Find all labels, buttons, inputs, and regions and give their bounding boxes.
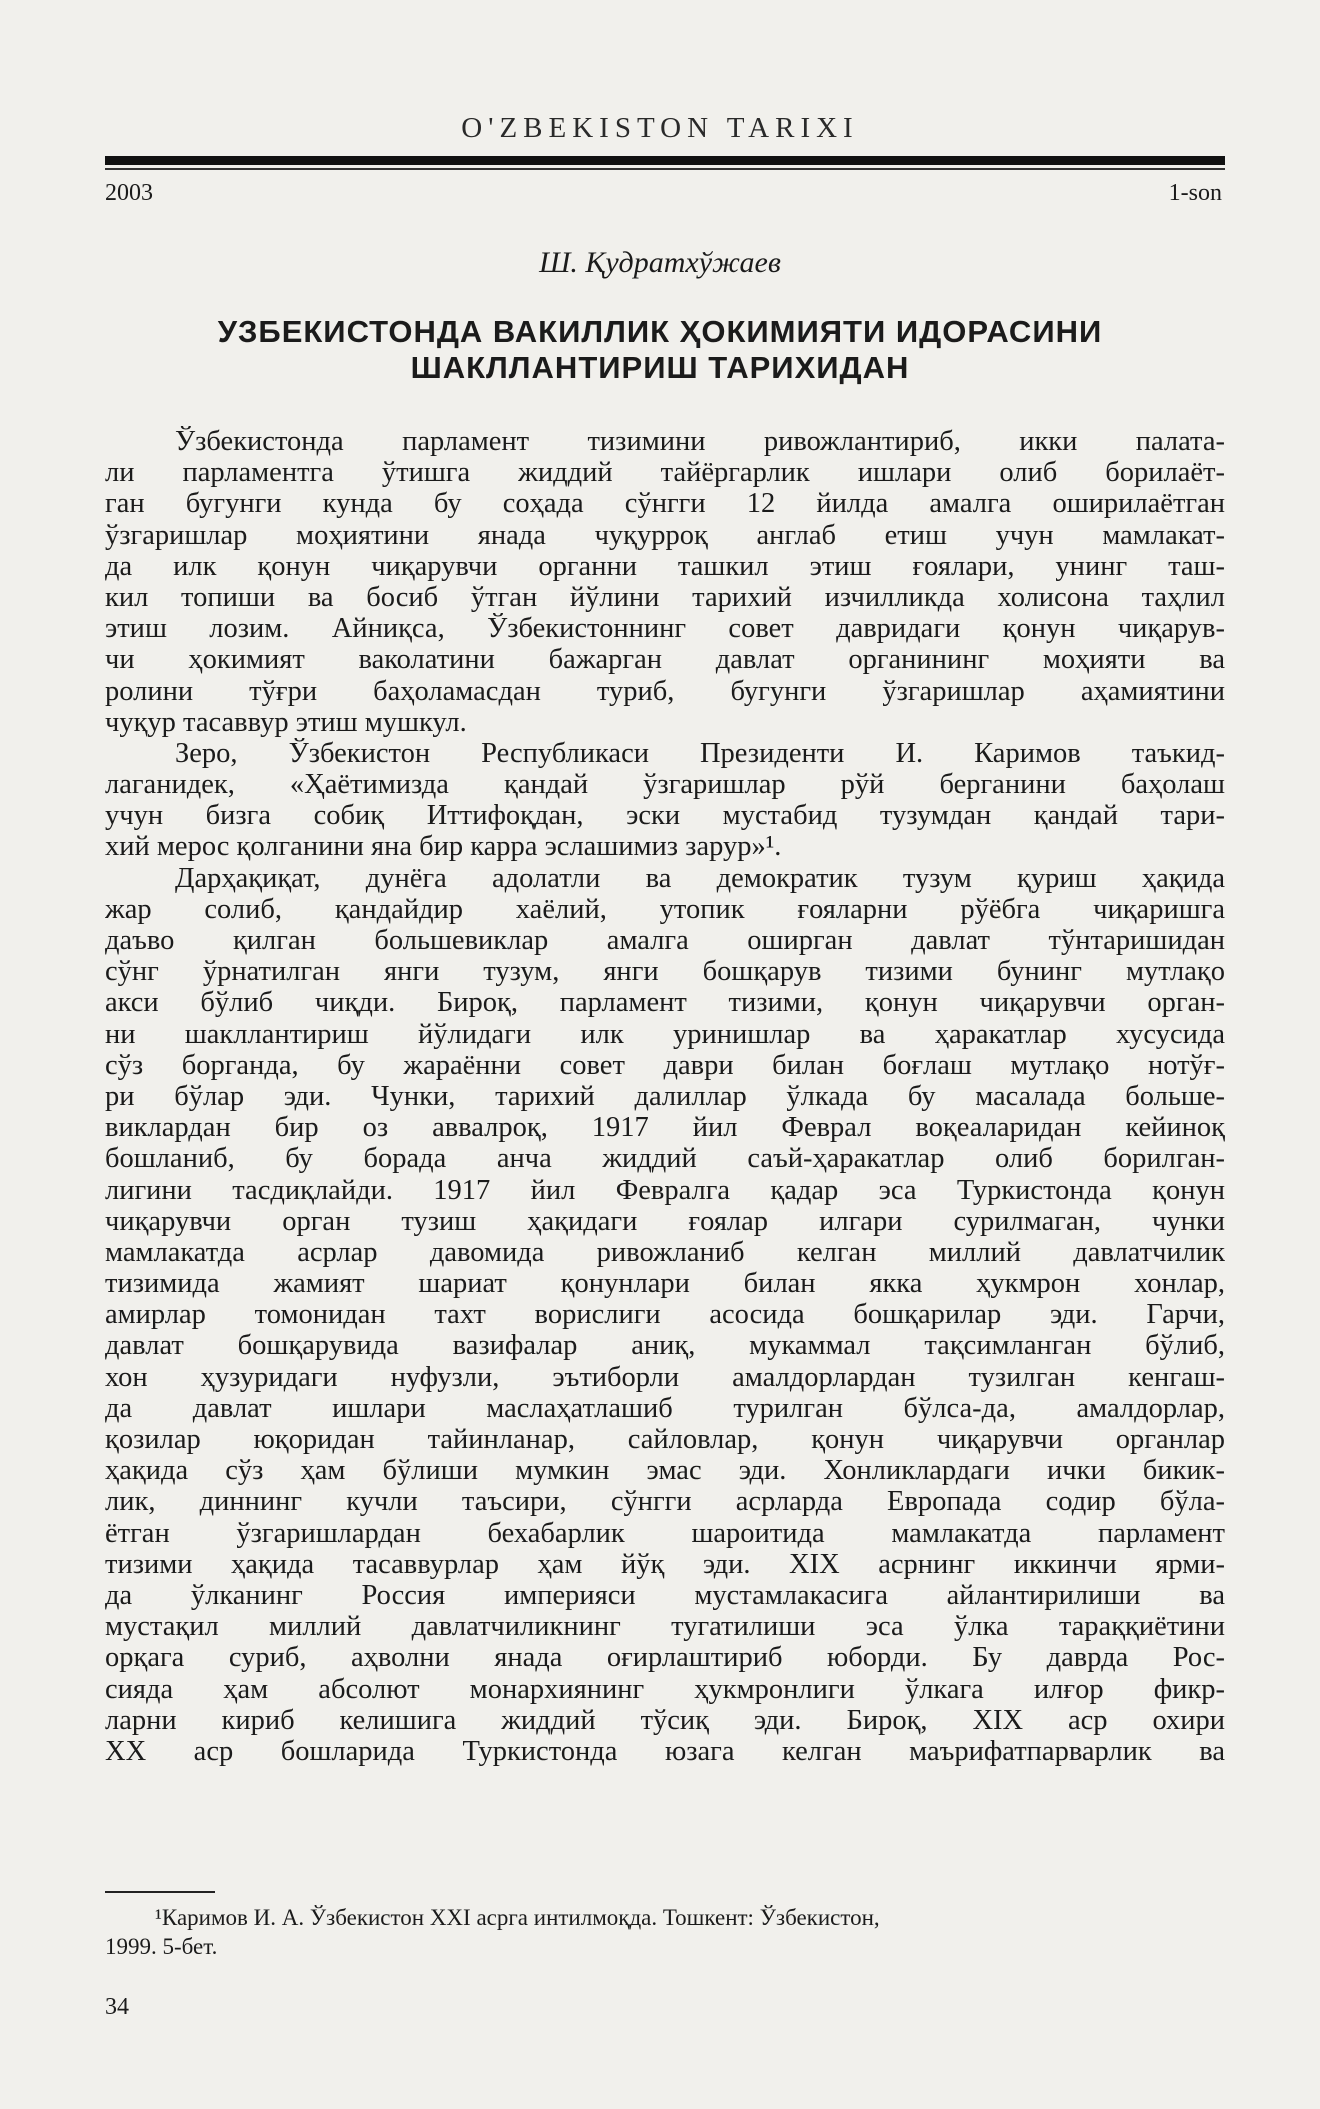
footnote-marker: ¹ [155, 1905, 162, 1930]
article-title [180, 314, 1140, 386]
body-line: XX аср бошларида Туркистонда юзага келган маърифатпарварлик ва [105, 1735, 1225, 1767]
body-line: ни шакллантириш йўлидаги илк уринишлар ва ҳаракатлар хусусида [105, 1018, 1225, 1050]
body-line: орқага суриб, аҳволни янада оғирлаштириб юборди. Бу даврда Рос- [105, 1642, 1225, 1674]
body-line: ролини тўғри баҳоламасдан туриб, бугунги ўзгаришлар аҳамиятини [105, 675, 1225, 707]
article-author: Ш. Қудратхўжаев [539, 246, 781, 279]
title-line: УЗБЕКИСТОНДА ВАКИЛЛИК ҲОКИМИЯТИ ИДОРАСИНИ [217, 314, 1103, 349]
body-line: Зеро, Ўзбекистон Республикаси Президенти И. Каримов таъкид- [175, 737, 1225, 769]
footnote-text: Каримов И. А. Ўзбекистон XXI асрга интилмоқда. Тошкент: Ўзбекистон, [161, 1905, 880, 1930]
article-body [105, 426, 1225, 1767]
body-line: да ўлканинг Россия империяси мустамлакасига айлантирилиши ва [105, 1579, 1225, 1611]
journal-name: O'ZBEKISTON TARIXI [461, 112, 859, 144]
body-line: да илк қонун чиқарувчи органни ташкил этиш ғоялари, унинг таш- [105, 550, 1225, 582]
body-line: даъво қилган большевиклар амалга оширган давлат тўнтаришидан [105, 925, 1225, 956]
footnote [105, 1903, 1225, 1961]
body-line: ган бугунги кунда бу соҳада сўнгги 12 йилда амалга оширилаётган [105, 488, 1225, 520]
body-line: давлат бошқарувида вазифалар аниқ, мукаммал тақсимланган бўлиб, [105, 1330, 1225, 1362]
footnote-line [105, 1903, 1225, 1932]
body-line: да давлат ишлари маслаҳатлашиб турилган бўлса-да, амалдорлар, [105, 1392, 1225, 1424]
body-line: сўнг ўрнатилган янги тузум, янги бошқарув тизими бунинг мутлақо [105, 956, 1225, 988]
body-line: учун бизга собиқ Иттифоқдан, эски мустабид тузумдан қандай тари- [105, 800, 1225, 832]
body-line: виклардан бир оз аввалроқ, 1917 йил Феврал воқеаларидан кейиноқ [105, 1112, 1225, 1144]
body-line: чи ҳокимият ваколатини бажарган давлат органининг моҳияти ва [105, 644, 1225, 676]
body-line: лаганидек, «Ҳаётимизда қандай ўзгаришлар рўй берганини баҳолаш [105, 769, 1225, 801]
body-line: хий мерос қолганини яна бир карра эслашимиз зарур»¹. [105, 831, 782, 863]
body-line: ли парламентга ўтишга жиддий тайёргарлик ишлари олиб борилаёт- [105, 457, 1225, 489]
body-line: кил топиши ва босиб ўтган йўлини тарихий изчилликда холисона таҳлил [105, 581, 1225, 613]
body-line: мамлакатда асрлар давомида ривожланиб келган миллий давлатчилик [105, 1236, 1225, 1268]
title-line: ШАКЛЛАНТИРИШ ТАРИХИДАН [410, 350, 910, 385]
header-rule-thin [105, 168, 1225, 170]
body-line: амирлар томонидан тахт ворислиги асосида бошқарилар эди. Гарчи, [105, 1299, 1225, 1331]
body-line: чиқарувчи орган тузиш ҳақидаги ғоялар илгари сурилмаган, чунки [105, 1205, 1225, 1237]
body-line: қозилар юқоридан тайинланар, сайловлар, қонун чиқарувчи органлар [105, 1424, 1225, 1455]
issue-number: 1-son [1168, 180, 1222, 206]
body-line: сияда ҳам абсолют монархиянинг ҳукмронлиги ўлкага илғор фикр- [105, 1673, 1225, 1705]
body-line: лигини тасдиқлайди. 1917 йил Февралга қадар эса Туркистонда қонун [105, 1174, 1225, 1206]
body-line: ҳақида сўз ҳам бўлиши мумкин эмас эди. Хонликлардаги ички бикик- [105, 1455, 1225, 1487]
body-line: Ўзбекистонда парламент тизимини ривожлантириб, икки палата- [175, 426, 1225, 457]
header-rule-thick [105, 156, 1225, 165]
body-line: лик, диннинг кучли таъсири, сўнгги асрларда Европада содир бўла- [105, 1486, 1225, 1518]
body-line: тизими ҳақида тасаввурлар ҳам йўқ эди. XIX асрнинг иккинчи ярми- [105, 1548, 1225, 1580]
body-line: сўз борганда, бу жараённи совет даври билан боғлаш мутлақо нотўғ- [105, 1049, 1225, 1081]
footnote-divider [105, 1891, 215, 1893]
body-line: этиш лозим. Айниқса, Ўзбекистоннинг совет давридаги қонун чиқарув- [105, 613, 1225, 645]
body-line: акси бўлиб чиқди. Бироқ, парламент тизими, қонун чиқарувчи орган- [105, 987, 1225, 1019]
body-line: ларни кириб келишига жиддий тўсиқ эди. Бироқ, XIX аср охири [105, 1704, 1225, 1736]
body-line: бошланиб, бу борада анча жиддий саъй-ҳаракатлар олиб борилган- [105, 1143, 1225, 1175]
body-line: Дарҳақиқат, дунёга адолатли ва демократик тузум қуриш ҳақида [175, 862, 1225, 894]
body-line: чуқур тасаввур этиш мушкул. [105, 706, 467, 738]
body-line: ётган ўзгаришлардан бехабарлик шароитида мамлакатда парламент [105, 1517, 1225, 1549]
body-line: хон ҳузуридаги нуфузли, эътиборли амалдорлардан тузилган кенгаш- [105, 1361, 1225, 1393]
body-line: ри бўлар эди. Чунки, тарихий далиллар ўлкада бу масалада больше- [105, 1080, 1225, 1112]
body-line: мустақил миллий давлатчиликнинг тугатилиши эса ўлка тараққиётини [105, 1611, 1225, 1643]
page-number: 34 [105, 1994, 129, 2020]
body-line: жар солиб, қандайдир хаёлий, утопик ғояларни рўёбга чиқаришга [105, 893, 1225, 925]
body-line: ўзгаришлар моҳиятини янада чуқурроқ англаб етиш учун мамлакат- [105, 519, 1225, 551]
body-line: тизимида жамият шариат қонунлари билан якка ҳукмрон хонлар, [105, 1268, 1225, 1300]
issue-year: 2003 [105, 180, 153, 206]
footnote-line: 1999. 5-бет. [105, 1934, 218, 1959]
